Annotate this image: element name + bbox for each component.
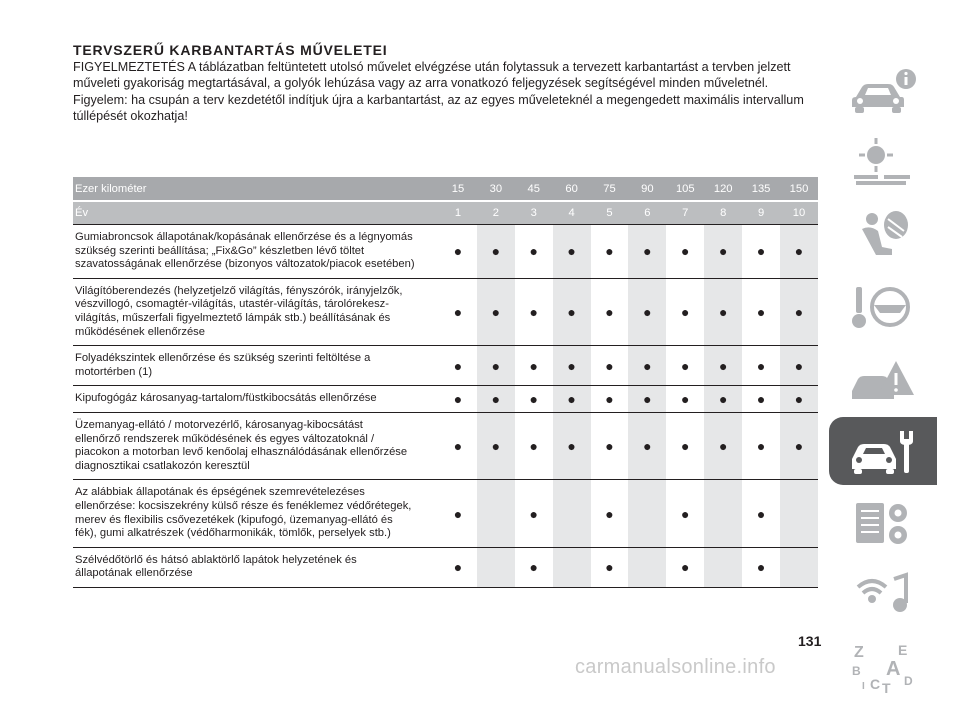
operation-description — [73, 386, 439, 413]
table-row — [73, 386, 818, 413]
interval-cell — [704, 412, 742, 479]
sidebar-tab-multimedia[interactable] — [829, 561, 937, 629]
sidebar-tab-maintenance[interactable] — [829, 417, 937, 485]
page-title: TERVSZERŰ KARBANTARTÁS MŰVELETEI — [73, 42, 388, 58]
interval-cell — [439, 386, 477, 413]
required-dot: ● — [643, 357, 652, 374]
required-dot: ● — [681, 303, 690, 320]
km-header-cell: 150 — [780, 177, 818, 201]
interval-cell — [628, 547, 666, 587]
operation-description — [73, 346, 439, 386]
index-letter: Z — [854, 644, 864, 661]
interval-cell — [477, 225, 515, 279]
table-row — [73, 547, 818, 587]
required-dot: ● — [529, 303, 538, 320]
description-line: piacokon a motorban levő kenőolaj elhasználódásának ellenőrzése — [75, 446, 408, 459]
description-line: Üzemanyag-ellátó / motorvezérlő, károsanyag-kibocsátást — [75, 418, 363, 431]
required-dot: ● — [529, 505, 538, 522]
description-line: Folyadékszintek ellenőrzése és szükség szerinti feltöltése a — [75, 352, 371, 365]
sidebar-tab-index[interactable] — [829, 633, 937, 701]
required-dot: ● — [605, 438, 614, 455]
interval-cell — [477, 412, 515, 479]
required-dot: ● — [529, 357, 538, 374]
sidebar-tab-technical[interactable] — [829, 489, 937, 557]
interval-cell — [553, 480, 591, 547]
sidebar-tab-car-info[interactable] — [829, 57, 937, 125]
required-dot: ● — [567, 243, 576, 260]
required-dot: ● — [453, 243, 463, 260]
km-header-cell: 45 — [515, 177, 553, 201]
interval-cell — [666, 412, 704, 479]
required-dot: ● — [643, 243, 652, 260]
required-dot: ● — [605, 243, 614, 260]
required-dot: ● — [529, 243, 538, 260]
interval-cell — [780, 386, 818, 413]
required-dot: ● — [718, 243, 728, 260]
interval-cell — [477, 346, 515, 386]
year-header-cell: 3 — [515, 201, 553, 225]
km-header-cell: 75 — [591, 177, 629, 201]
description-line: fék), gumi alkatrészek (védőharmonikák, tömlők, perselyek stb.) — [75, 527, 391, 540]
technical-data-icon — [848, 495, 918, 551]
required-dot: ● — [529, 438, 538, 455]
required-dot: ● — [453, 303, 463, 320]
required-dot: ● — [794, 391, 804, 408]
interval-cell — [704, 225, 742, 279]
operation-description — [73, 412, 439, 479]
interval-cell — [477, 547, 515, 587]
required-dot: ● — [718, 303, 728, 320]
description-line: ellenőrzése: kocsiszekrény külső része és fenéklemez védőrétegek, — [75, 499, 412, 512]
interval-cell — [628, 278, 666, 345]
km-header-cell: 30 — [477, 177, 515, 201]
required-dot: ● — [756, 438, 766, 455]
required-dot: ● — [756, 303, 766, 320]
interval-cell — [439, 480, 477, 547]
operation-description — [73, 547, 439, 587]
index-letter: D — [904, 674, 913, 688]
year-header-cell: 2 — [477, 201, 515, 225]
warning-paragraph: FIGYELMEZTETÉS A táblázatban feltüntetett utolsó művelet elvégzése után folytassuk a tervezett karbantartást a tervben jelzett műveleti gyakoriság megtartásával, a golyók lehúzása vagy az arra vonatkozó feljegyzések segítségével minden műveletnél. — [73, 60, 791, 91]
index-letter: T — [882, 680, 891, 695]
interval-cell — [742, 278, 780, 345]
required-dot: ● — [756, 243, 766, 260]
year-header-cell: 9 — [742, 201, 780, 225]
required-dot: ● — [756, 357, 766, 374]
intro-text — [73, 59, 818, 125]
description-line: vészvillogó, csomagtér-világítás, utastér-világítás, tárolórekesz- — [75, 298, 389, 311]
interval-cell — [704, 386, 742, 413]
schedule-body — [73, 225, 818, 588]
interval-cell — [628, 386, 666, 413]
interval-cell — [742, 346, 780, 386]
interval-cell — [666, 480, 704, 547]
required-dot: ● — [453, 505, 463, 522]
required-dot: ● — [567, 391, 576, 408]
required-dot: ● — [643, 438, 652, 455]
interval-cell — [553, 346, 591, 386]
interval-cell — [628, 480, 666, 547]
interval-cell — [628, 225, 666, 279]
airbag-safety-icon — [848, 207, 918, 263]
required-dot: ● — [756, 391, 766, 408]
required-dot: ● — [529, 391, 538, 408]
interval-cell — [515, 346, 553, 386]
description-line: világítás, műszerfali figyelmeztető lámpák stb.) beállításának és — [75, 311, 391, 324]
description-line: motortérben (1) — [75, 365, 153, 378]
year-header-cell: 1 — [439, 201, 477, 225]
description-line: működésének ellenőrzése — [75, 325, 205, 338]
interval-cell — [704, 480, 742, 547]
maintenance-schedule-table — [73, 177, 818, 588]
multimedia-icon — [848, 567, 918, 623]
interval-cell — [742, 225, 780, 279]
required-dot: ● — [681, 559, 690, 576]
required-dot: ● — [681, 391, 690, 408]
table-row — [73, 412, 818, 479]
operation-description — [73, 480, 439, 547]
required-dot: ● — [794, 243, 804, 260]
interval-cell — [704, 547, 742, 587]
km-header-cell: 135 — [742, 177, 780, 201]
car-emergency-icon — [848, 351, 918, 407]
required-dot: ● — [567, 357, 576, 374]
index-letter: C — [870, 676, 881, 692]
interval-cell — [515, 225, 553, 279]
required-dot: ● — [681, 243, 690, 260]
required-dot: ● — [756, 505, 766, 522]
required-dot: ● — [453, 357, 463, 374]
description-line: Szélvédőtörlő és hátsó ablaktörlő lapátok helyzetének és — [75, 553, 357, 566]
km-header-cell: 60 — [553, 177, 591, 201]
interval-cell — [780, 278, 818, 345]
required-dot: ● — [453, 559, 463, 576]
interval-cell — [515, 412, 553, 479]
required-dot: ● — [605, 303, 614, 320]
required-dot: ● — [718, 391, 728, 408]
chapter-sidebar — [829, 57, 960, 705]
description-line: Kipufogógáz károsanyag-tartalom/füstkibocsátás ellenőrzése — [75, 392, 377, 405]
required-dot: ● — [643, 303, 652, 320]
interval-cell — [439, 346, 477, 386]
description-line: ellenőrző rendszerek működésének és egyes változatoknál / — [75, 432, 375, 445]
page-number: 131 — [798, 633, 822, 649]
index-letter: A — [886, 658, 901, 680]
interval-cell — [439, 225, 477, 279]
km-header-cell: 15 — [439, 177, 477, 201]
interval-cell — [591, 278, 629, 345]
year-header-cell: 5 — [591, 201, 629, 225]
interval-cell — [666, 547, 704, 587]
required-dot: ● — [605, 505, 614, 522]
required-dot: ● — [718, 438, 728, 455]
table-row — [73, 225, 818, 279]
table-row — [73, 480, 818, 547]
description-line: Az alábbiak állapotának és épségének szemrevételezéses — [75, 486, 365, 499]
interval-cell — [666, 225, 704, 279]
required-dot: ● — [681, 438, 690, 455]
dashboard-lights-icon — [848, 135, 918, 191]
sidebar-tab-starting[interactable] — [829, 273, 937, 341]
required-dot: ● — [453, 438, 463, 455]
interval-cell — [780, 412, 818, 479]
interval-cell — [553, 225, 591, 279]
description-line: diagnosztikai csatlakozón keresztül — [75, 459, 250, 472]
km-header-row — [73, 177, 818, 201]
year-header-row — [73, 201, 818, 225]
interval-cell — [780, 225, 818, 279]
interval-cell — [477, 480, 515, 547]
required-dot: ● — [491, 243, 501, 260]
interval-cell — [591, 225, 629, 279]
car-info-icon — [848, 63, 918, 119]
year-header-cell: 6 — [628, 201, 666, 225]
interval-cell — [515, 386, 553, 413]
required-dot: ● — [756, 559, 766, 576]
year-header-cell: 7 — [666, 201, 704, 225]
required-dot: ● — [794, 357, 804, 374]
table-row — [73, 346, 818, 386]
interval-cell — [439, 412, 477, 479]
description-line: szükség szerinti beállítása; „Fix&Go” készletben lévő töltet — [75, 244, 365, 257]
year-header-cell: 4 — [553, 201, 591, 225]
description-line: Világítóberendezés (helyzetjelző világítás, fényszórók, irányjelzők, — [75, 284, 403, 297]
interval-cell — [553, 547, 591, 587]
operation-description — [73, 278, 439, 345]
required-dot: ● — [605, 391, 614, 408]
steering-key-icon — [848, 279, 918, 335]
required-dot: ● — [567, 438, 576, 455]
interval-cell — [666, 346, 704, 386]
required-dot: ● — [453, 391, 463, 408]
required-dot: ● — [529, 559, 538, 576]
description-line: állapotának ellenőrzése — [75, 567, 193, 580]
interval-cell — [780, 480, 818, 547]
interval-cell — [780, 547, 818, 587]
interval-cell — [591, 346, 629, 386]
index-letter: E — [898, 642, 908, 658]
sidebar-tab-safety[interactable] — [829, 201, 937, 269]
interval-cell — [591, 386, 629, 413]
interval-cell — [553, 386, 591, 413]
interval-cell — [591, 547, 629, 587]
km-header-label: Ezer kilométer — [73, 177, 439, 201]
interval-cell — [439, 278, 477, 345]
required-dot: ● — [491, 357, 501, 374]
description-line: Gumiabroncsok állapotának/kopásának ellenőrzése és a légnyomás — [75, 231, 413, 243]
interval-cell — [742, 386, 780, 413]
interval-cell — [742, 480, 780, 547]
required-dot: ● — [681, 357, 690, 374]
interval-cell — [477, 386, 515, 413]
car-maintenance-icon — [848, 423, 918, 479]
interval-cell — [704, 346, 742, 386]
sidebar-tab-dashboard[interactable] — [829, 129, 937, 197]
interval-cell — [666, 278, 704, 345]
km-header-cell: 90 — [628, 177, 666, 201]
required-dot: ● — [605, 357, 614, 374]
required-dot: ● — [567, 303, 576, 320]
interval-cell — [742, 547, 780, 587]
interval-cell — [515, 547, 553, 587]
year-header-cell: 10 — [780, 201, 818, 225]
sidebar-tab-emergency[interactable] — [829, 345, 937, 413]
description-line: szavatosságának ellenőrzése (bizonyos változatok/piacok esetében) — [75, 258, 415, 271]
required-dot: ● — [794, 303, 804, 320]
interval-cell — [666, 386, 704, 413]
interval-cell — [553, 278, 591, 345]
index-letter: I — [862, 681, 865, 692]
required-dot: ● — [718, 357, 728, 374]
interval-cell — [477, 278, 515, 345]
year-header-label: Év — [73, 201, 439, 225]
interval-cell — [628, 346, 666, 386]
interval-cell — [780, 346, 818, 386]
required-dot: ● — [794, 438, 804, 455]
required-dot: ● — [643, 391, 652, 408]
interval-cell — [553, 412, 591, 479]
interval-cell — [591, 412, 629, 479]
interval-cell — [515, 480, 553, 547]
interval-cell — [742, 412, 780, 479]
required-dot: ● — [605, 559, 614, 576]
operation-description — [73, 225, 439, 279]
interval-cell — [515, 278, 553, 345]
required-dot: ● — [491, 303, 501, 320]
description-line: merev és flexibilis csővezetékek (kipufogó, üzemanyag-ellátó és — [75, 513, 393, 526]
note-paragraph: Figyelem: ha csupán a terv kezdetétől indítjuk újra a karbantartást, az az egyes műveleteknél a megengedett maximális intervallum túllépését okozhatja! — [73, 92, 804, 124]
required-dot: ● — [491, 438, 501, 455]
interval-cell — [704, 278, 742, 345]
km-header-cell: 105 — [666, 177, 704, 201]
required-dot: ● — [681, 505, 690, 522]
required-dot: ● — [491, 391, 501, 408]
index-letter: B — [852, 664, 861, 678]
year-header-cell: 8 — [704, 201, 742, 225]
interval-cell — [591, 480, 629, 547]
km-header-cell: 120 — [704, 177, 742, 201]
watermark: carmanualsonline.info — [575, 656, 776, 678]
table-row — [73, 278, 818, 345]
interval-cell — [628, 412, 666, 479]
index-az-icon — [848, 639, 918, 695]
interval-cell — [439, 547, 477, 587]
